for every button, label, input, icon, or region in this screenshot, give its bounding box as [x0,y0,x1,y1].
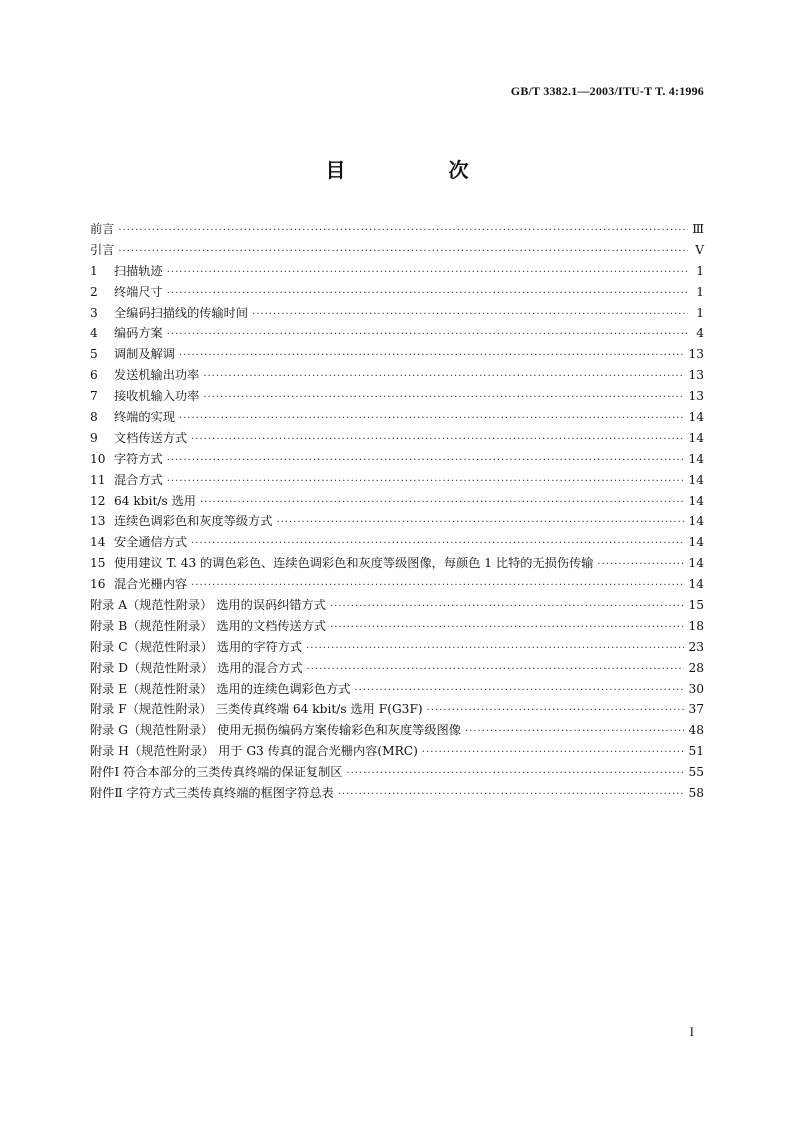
toc-leader-dots [118,221,688,242]
toc-entry-number: 12 [90,493,106,508]
standard-code-header: GB/T 3382.1—2003/ITU-T T. 4:1996 [510,84,704,98]
toc-entry-label [90,553,593,574]
toc-entry-label [90,282,163,303]
toc-entry-number: 2 [90,284,98,299]
toc-entry-label [90,595,326,616]
toc-entry-text: 引言 [90,242,115,257]
toc-leader-dots [354,681,684,702]
toc-leader-dots [330,597,685,618]
toc-entry-page: 23 [688,639,704,654]
toc-entry[interactable] [90,637,704,658]
toc-entry[interactable] [90,407,704,428]
toc-entry-page: 1 [696,284,704,299]
toc-entry-number: 10 [90,451,106,466]
toc-entry-number: 1 [90,263,98,278]
toc-leader-dots [191,576,684,597]
toc-entry-label [90,428,187,449]
toc-entry-page: 18 [688,618,704,633]
toc-entry-text: 全编码扫描线的传输时间 [114,305,249,320]
toc-entry[interactable] [90,511,704,532]
toc-entry-text: 字符方式 [114,451,163,466]
toc-entry-page: 15 [688,598,704,613]
toc-entry-number: 13 [90,514,106,529]
toc-entry[interactable] [90,574,704,595]
toc-entry-page: 58 [688,786,704,801]
toc-entry-text: 前言 [90,222,115,236]
toc-entry-page: 37 [688,702,704,717]
toc-entry-page: 28 [688,660,704,675]
toc-entry-page: 14 [688,514,704,529]
toc-entry-page: 13 [688,347,704,362]
toc-entry-label [90,386,199,407]
toc-entry[interactable] [90,553,704,574]
toc-entry-page: 14 [688,472,704,487]
toc-entry[interactable] [90,699,704,720]
toc-entry[interactable] [90,658,704,679]
toc-entry-page: 14 [688,577,704,592]
toc-entry-number: 8 [90,410,98,425]
toc-entry-label [90,303,248,324]
toc-leader-dots [167,451,685,472]
toc-leader-dots [118,242,688,263]
toc-entry-text: 附录 B（规范性附录） 选用的文档传送方式 [90,618,327,633]
toc-entry[interactable] [90,783,704,804]
page-title: 目 次 [325,158,517,182]
toc-entry-label [90,762,342,783]
toc-entry-number: 4 [90,326,98,341]
toc-entry-text: 附件Ⅱ 字符方式三类传真终端的框图字符总表 [90,786,334,801]
toc-leader-dots [276,513,684,534]
toc-entry-page: 1 [696,305,704,320]
toc-entry-label [90,532,187,553]
toc-entry-number: 5 [90,347,98,362]
toc-entry-label [90,470,163,491]
toc-entry-text: 文档传送方式 [114,430,188,445]
toc-entry-label [90,407,175,428]
toc-entry-text: 附录 G（规范性附录） 使用无损伤编码方案传输彩色和灰度等级图像 [90,723,461,738]
toc-entry-text: 终端的实现 [114,410,175,425]
toc-entry-label [90,219,114,240]
toc-entry-text: 接收机输入功率 [114,389,200,404]
toc-entry-label [90,637,302,658]
toc-entry-page: 14 [688,430,704,445]
toc-leader-dots [179,409,685,430]
toc-entry-label [90,323,163,344]
toc-entry[interactable] [90,616,704,637]
toc-entry-label [90,720,461,741]
toc-entry-label [90,261,163,282]
toc-leader-dots [167,284,688,305]
toc-leader-dots [346,764,684,785]
toc-entry[interactable] [90,595,704,616]
toc-entry-text: 发送机输出功率 [114,368,200,383]
toc-entry-page: 55 [688,765,704,780]
toc-leader-dots [191,430,684,451]
toc-entry-text: 附录 H（规范性附录） 用于 G3 传真的混合光栅内容(MRC) [90,744,418,759]
toc-entry-text: 附录 D（规范性附录） 选用的混合方式 [90,660,303,675]
toc-entry-text: 附录 F（规范性附录） 三类传真终端 64 kbit/s 选用 F(G3F) [90,702,423,717]
toc-leader-dots [179,346,685,367]
toc-entry-page: 4 [696,326,704,341]
toc-leader-dots [167,325,688,346]
toc-leader-dots [200,493,685,514]
toc-leader-dots [203,388,684,409]
toc-entry-label [90,574,187,595]
table-of-contents [90,219,704,804]
toc-leader-dots [167,263,688,284]
toc-entry-page: 14 [688,451,704,466]
toc-entry-number: 15 [90,556,106,571]
toc-entry-label [90,344,175,365]
toc-entry-label [90,449,163,470]
toc-entry-number: 6 [90,368,98,383]
toc-entry-text: 使用建议 T. 43 的调色彩色、连续色调彩色和灰度等级图像，每颜色 1 比特的无损伤传输 [114,556,594,571]
toc-entry-number: 3 [90,305,98,320]
toc-entry-text: 安全通信方式 [114,535,188,550]
toc-entry-number: 11 [90,472,106,487]
toc-entry-number: 14 [90,535,106,550]
toc-entry[interactable] [90,282,704,303]
toc-entry-page: 1 [696,263,704,278]
toc-entry-label [90,365,199,386]
toc-entry-page: 51 [688,744,704,759]
toc-entry[interactable] [90,344,704,365]
toc-entry-page: 14 [688,410,704,425]
toc-entry-page: Ⅴ [695,242,704,257]
toc-entry-text: 附录 E（规范性附录） 选用的连续色调彩色方式 [90,681,351,696]
toc-entry[interactable] [90,449,704,470]
toc-entry[interactable] [90,741,704,762]
toc-entry-page: 13 [688,368,704,383]
toc-entry-label [90,511,272,532]
toc-entry-text: 附件Ⅰ 符合本部分的三类传真终端的保证复制区 [90,765,343,780]
toc-leader-dots [306,639,684,660]
toc-entry[interactable] [90,491,704,512]
toc-leader-dots [422,743,685,764]
toc-entry[interactable] [90,323,704,344]
toc-entry-text: 编码方案 [114,326,163,341]
toc-entry-page: 14 [688,556,704,571]
toc-entry[interactable] [90,365,704,386]
toc-entry-text: 混合方式 [114,472,163,487]
toc-entry-page: 30 [688,681,704,696]
toc-entry-label [90,658,303,679]
toc-leader-dots [330,618,684,639]
toc-leader-dots [427,701,685,722]
toc-leader-dots [167,472,685,493]
toc-entry-label [90,679,350,700]
toc-leader-dots [465,722,685,743]
toc-entry-page: 13 [688,389,704,404]
toc-entry-label [90,699,423,720]
toc-entry-text: 调制及解调 [114,347,175,362]
toc-entry-label [90,783,334,804]
toc-leader-dots [338,785,685,806]
toc-entry-label [90,491,196,512]
toc-entry-text: 终端尺寸 [114,284,163,299]
toc-leader-dots [203,367,684,388]
toc-entry-text: 附录 C（规范性附录） 选用的字符方式 [90,639,303,654]
toc-entry[interactable] [90,386,704,407]
toc-entry-number: 7 [90,389,98,404]
toc-entry-page: Ⅲ [692,222,704,236]
toc-leader-dots [191,534,684,555]
toc-leader-dots [307,660,685,681]
toc-leader-dots [252,305,688,326]
toc-entry[interactable] [90,261,704,282]
toc-entry[interactable] [90,720,704,741]
toc-leader-dots [597,555,684,576]
page-number: I [689,1024,694,1039]
toc-entry[interactable] [90,219,704,240]
toc-entry[interactable] [90,679,704,700]
toc-entry-number: 9 [90,430,98,445]
toc-entry-page: 14 [688,493,704,508]
toc-entry-text: 附录 A（规范性附录） 选用的误码纠错方式 [90,598,326,613]
toc-entry[interactable] [90,428,704,449]
toc-entry[interactable] [90,303,704,324]
toc-entry-text: 连续色调彩色和灰度等级方式 [114,514,273,529]
toc-entry[interactable] [90,532,704,553]
toc-entry[interactable] [90,762,704,783]
toc-entry-text: 混合光栅内容 [114,577,188,592]
toc-entry-number: 16 [90,577,106,592]
toc-entry-label [90,616,326,637]
toc-entry-label [90,741,418,762]
toc-entry-page: 14 [688,535,704,550]
toc-entry[interactable] [90,470,704,491]
toc-entry[interactable] [90,240,704,261]
toc-entry-text: 64 kbit/s 选用 [114,493,196,508]
toc-entry-label [90,240,114,261]
toc-entry-page: 48 [688,723,704,738]
toc-entry-text: 扫描轨迹 [114,263,163,278]
